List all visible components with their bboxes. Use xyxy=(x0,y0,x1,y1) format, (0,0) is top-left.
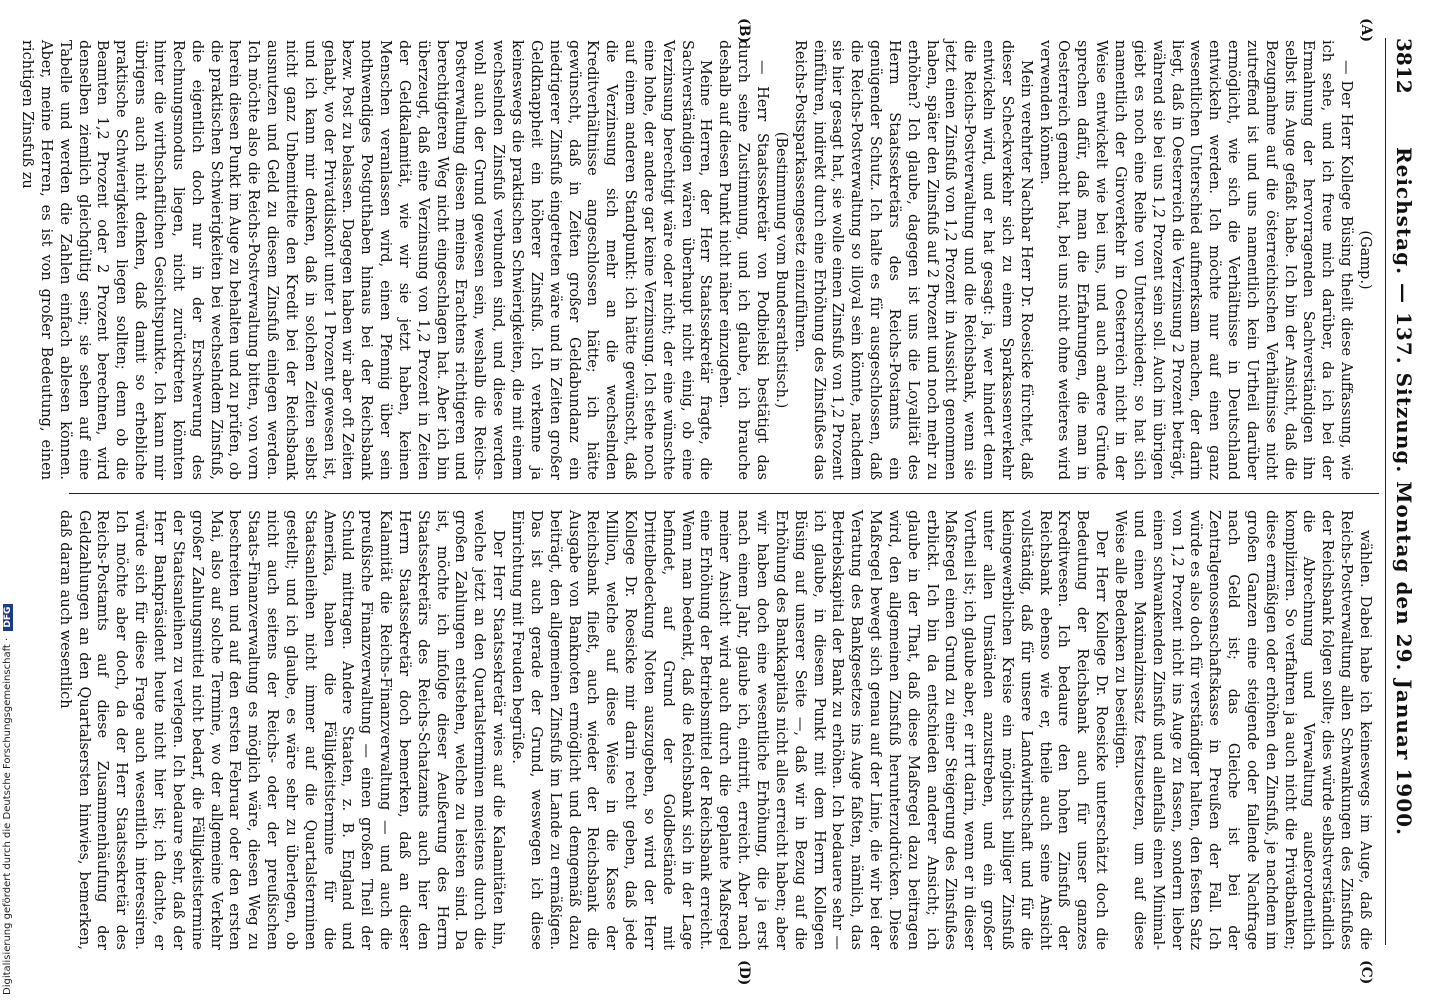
text-column-right xyxy=(55,510,1374,950)
paragraph: wählen. Dabei habe ich keineswegs im Auge, daß die Reichs-Postverwaltung allen Schwankungen des Zinsfußes der Reichsbank folgen sollte; dies würde selbstverständlich die Abrechnung und Verwaltung außerordentlich kompliziren. So verfahren ja auch nicht die Privatbanken; diese ermäßigen oder erhöhen den Zinsfuß, je nachdem im großen Ganzen eine steigende oder fallende Nachfrage nach Geld ist; das Gleiche ist bei der Zentralgenossenschaftskasse in Preußen der Fall. Ich würde es also doch für verständiger halten, den festen Satz von 1,2 Prozent nicht ins Auge zu fassen, sondern lieber einen schwankenden Zinsfuß und allenfalls einen Minimal- und einen Maximalzinssatz festzusetzen, um auf diese Weise alle Bedenken zu beseitigen. xyxy=(1112,510,1373,950)
margin-mark-a: (A) xyxy=(1358,18,1374,43)
paragraph: Der Herr Staatssekretär wies auf die Kalamitäten hin, welche jetzt an den Quartalsterminen meistens durch die großen Zahlungen entstehen, welche zu leisten sind. Da ist, möchte ich infolge dieser Aeußerung des Herrn Staatssekretärs des Reichs-Schatzamts auch hier den Herrn Staatssekretär doch bemerken, daß an dieser Kalamität die Reichs-Finanzverwaltung — und auch die preußische Finanzverwaltung — einen großen Theil der Schuld mittragen. Andere Staaten, z. B. England und Amerika, haben die Fälligkeitstermine für die Staatsanleihen nicht immer auf die Quartalsterminen gestellt; und ich glaube, es wäre sehr zu überlegen, ob nicht auch seitens der Reichs- oder der preußischen Staats-Finanzverwaltung es möglich wäre, diesen Weg zu beschreiten und auf den ersten Februar oder den ersten Mai, also auf solche Termine, wo der allgemeine Verkehr großer Zahlungsmittel nicht bedarf, die Fälligkeitstermine der Staatsanleihen zu verlegen. Ich bedaure sehr, daß der Herr Bankpräsident heute nicht hier ist; ich dachte, er würde sich für diese Frage auch wesentlich interessiren. Ich möchte aber doch, da der Herr Staatssekretär des Reichs-Postamts auf diese Zusammenhäufung der Geldzahlungen an den Quartalsersten hinwies, bemerken, daß daran auch wesentlich xyxy=(56,510,507,950)
page-header xyxy=(1390,38,1416,945)
dfg-logo: DFG xyxy=(3,604,13,631)
margin-mark-d: (D) xyxy=(736,960,752,986)
page-number: 3812 xyxy=(1392,38,1416,94)
paragraph: — Der Herr Kollege Büsing theilt diese Auffassung, wie ich sehe, und ich freue mich darüber, da ich bei der Ermahnung der hervorragenden Sachverständigen ihn selbst ins Auge gefaßt habe. Ich bin der Ansicht, daß die Bezugnahme auf die österreichischen Verhältnisse nicht zutreffend ist und uns namentlich kein Urtheil darüber ermöglicht, wie sich die Verhältnisse in Deutschland entwickeln werden. Ich möchte nur auf einen ganz wesentlichen Unterschied aufmerksam machen, der darin liegt, daß in Oesterreich die Verzinsung 2 Prozent beträgt, während sie bei uns 1,2 Prozent sein soll. Auch im übrigen giebt es noch eine Reihe von Unterschieden; so hat sich namentlich der Giroverkehr in Oesterreich nicht in der Weise entwickelt wie bei uns, und auch andere Gründe sprechen dafür, daß man die Erfahrungen, die man in Oesterreich gemacht hat, bei uns nicht ohne weiteres wird verwenden können. xyxy=(1036,40,1355,480)
column-divider xyxy=(69,493,1379,494)
page-title: Reichstag. — 137. Sitzung. Montag den 29. Januar 1900. xyxy=(1392,146,1416,837)
digitization-footer xyxy=(2,600,20,995)
stage-note: (Bestimmung vom Bundesrathstisch.) xyxy=(772,131,789,409)
text-column-left xyxy=(17,40,1374,480)
footer-text: Digitalisierung gefördert durch die Deutsche Forschungsgemeinschaft · xyxy=(2,637,13,995)
paragraph: — Herr Staatssekretär von Podbielski bestätigt das durch seine Zustimmung, und ich glaube, ich brauche deshalb auf diesen Punkt nicht näher einzugehen. xyxy=(716,40,770,480)
paragraph: Mein verehrter Nachbar Herr Dr. Roesicke fürchtet, daß dieser Scheckverkehr sich zu einem Sparkassenverkehr entwickeln wird, und er hat gesagt: ja, wer hindert denn die Reichs-Postverwaltung und die Reichsbank, wenn sie jetzt einen Zinsfuß von 1,2 Prozent in Aussicht genommen haben, später den Zinsfuß auf 2 Prozent und noch mehr zu erhöhen? Ich glaube, dagegen ist uns die Loyalität des Herrn Staatssekretärs des Reichs-Postamts ein genügender Schutz. Ich halte es für ausgeschlossen, daß die Reichs-Postverwaltung so illoyal sein könnte, nachdem sie hier gesagt hat, sie wolle einen Zinsfuß von 1,2 Prozent einführen, indirekt durch eine Erhöhung des Zinsfußes das Reichs-Postsparkassengesetz einzuführen. xyxy=(791,40,1034,480)
margin-mark-b: (B) xyxy=(736,18,752,44)
paragraph: Der Herr Kollege Dr. Roesicke unterschätzt doch die Bedeutung der Reichsbank auch für unser ganzes Kreditwesen. Ich bedaure den hohen Zinsfuß der Reichsbank ebenso wie er, theile auch seine Ansicht vollständig, daß für unsere Landwirthschaft und für die kleingewerblichen Kreise ein möglichst billiger Zinsfuß unter allen Umständen anzustreben, und ein großer Vortheil ist; ich glaube aber, er irrt darin, wenn er in dieser Maßregel einen Grund zu einer Steigerung des Zinsfußes erblickt. Ich bin da entschieden anderer Ansicht; ich glaube in der That, daß diese Maßregel dazu beitragen wird, den allgemeinen Zinsfuß herunterzudrücken. Diese Maßregel bewegt sich genau auf der Linie, die wir bei der Veratung des Bankgesetzes ins Auge faßten, nämlich, das Betriebskapital der Bank zu erhöhen. Ich bedauere sehr — ich glaube, in diesem Punkt mit dem Herrn Kollegen Büsing auf unserer Seite —, daß wir in Bezug auf die Erhöhung des Bankkapitals nicht alles erreicht haben; aber wir haben doch eine wesentliche Erhöhung, die ja erst nach einem Jahr, glaube ich, eintritt, erreicht. Aber nach meiner Ansicht wird auch durch die geplante Maßregel eine Erhöhung der Betriebsmittel der Reichsbank erreicht. Wenn man bedenkt, daß die Reichsbank sich in der Lage befindet, auf Grund der Goldbestände mit Drittelbedeckung Noten auszugeben, so wird der Herr Kollege Dr. Roesicke mir darin recht geben, daß jede Million, welche auf diese Weise in die Kasse der Reichsbank fließt, auch wieder der Reichsbank die Ausgabe von Banknoten ermöglicht und demgemäß dazu beiträgt, den allgemeinen Zinsfuß im Lande zu ermäßigen. Das ist auch gerade der Grund, weswegen ich diese Einrichtung mit Freuden begrüße. xyxy=(509,510,1110,950)
header-rule xyxy=(1385,38,1386,945)
margin-mark-c: (C) xyxy=(1358,960,1374,985)
speaker-label: (Gamp.) xyxy=(1357,230,1373,290)
paragraph: Meine Herren, der Herr Staatssekretär fragte, die Sachverständigen wären überhaupt nicht einig, ob eine Verzinsung berechtigt wäre oder nicht; der eine wünschte eine hohe, der andere gar keine Verzinsung. Ich stehe noch auf einem anderen Standpunkt: ich hätte gewünscht, daß die Verzinsung sich mehr an die wechselnden Kreditverhältnisse angeschlossen hätte; ich hätte gewünscht, daß in Zeiten großer Geldabundanz ein niedrigerer Zinsfuß eingetreten wäre und in Zeiten großer Geldknappheit ein höherer Zinsfuß. Ich verkenne ja keineswegs die praktischen Schwierigkeiten, die mit einem wechselnden Zinsfuß verbunden sind, und diese werden wohl auch der Grund gewesen sein, weshalb die Reichs-Postverwaltung diesen meines Erachtens richtigeren und berechtigteren Weg nicht eingeschlagen hat. Aber ich bin überzeugt, daß eine Verzinsung von 1,2 Prozent in Zeiten der Geldkalamität, wie wir sie jetzt haben, keinen Menschen veranlassen wird, einen Pfennig über sein nothwendiges Postguthaben hinaus bei der Reichsbank bezw. Post zu belassen. Dagegen haben wir aber oft Zeiten gehabt, wo der Privatdiskont unter 1 Prozent gewesen ist, und ich kann mir denken, daß in solchen Zeiten selbst nicht ganz Unbemittelte den Kredit bei der Reichsbank ausnutzen und Geld zu diesem Zinsfuß einlegen werden. Ich möchte also die Reichs-Postverwaltung bitten, von vorn herein diesen Punkt im Auge zu behalten und zu prüfen, ob die praktischen Schwierigkeiten bei wechselndem Zinsfuß, die eigentlich doch nur in der Erschwerung des Rechnungsmodus liegen, nicht zurücktreten könnten hinter die wirthschaftlichen Gesichtspunkte. Ich kann mir übrigens auch nicht denken, daß damit so erhebliche praktische Schwierigkeiten liegen sollten; denn ob die Beamten 1,2 Prozent oder 2 Prozent berechnen, wird denselben ziemlich gleichgültig sein; sie sehen auf eine Tabelle und werden die Zahlen einfach ablesen können. Aber, meine Herren, es ist von großer Bedeutung, einen richtigen Zinsfuß zu xyxy=(19,40,714,480)
